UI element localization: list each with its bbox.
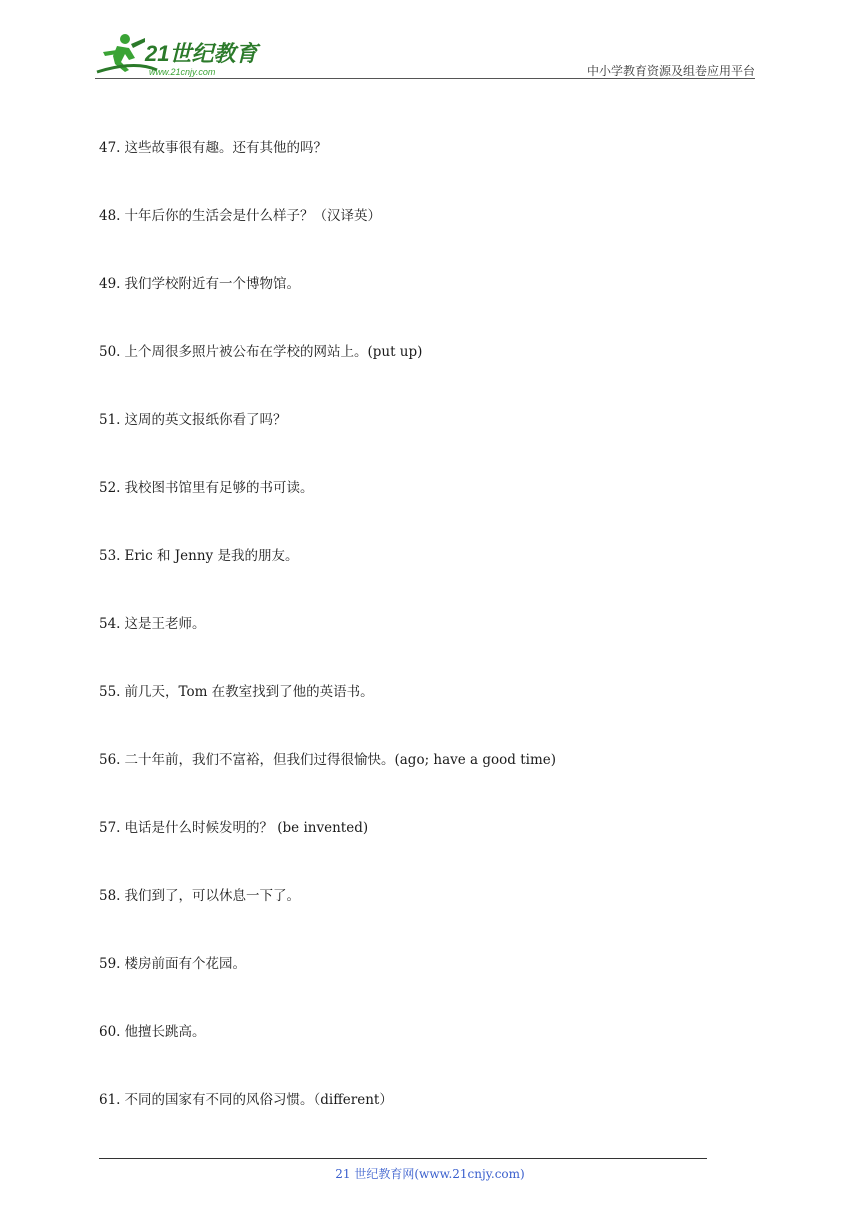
question-number: 51. <box>99 412 121 428</box>
question-number: 59. <box>99 956 121 972</box>
question-number: 53. <box>99 548 121 564</box>
page-header <box>95 30 755 80</box>
question-number: 60. <box>99 1024 121 1040</box>
platform-label: 中小学教育资源及组卷应用平台 <box>586 64 755 78</box>
question-text: 不同的国家有不同的风俗习惯。（different） <box>124 1092 393 1108</box>
question-number: 58. <box>99 888 121 904</box>
question-text: 十年后你的生活会是什么样子？（汉译英） <box>124 208 381 224</box>
question-55 <box>99 682 739 750</box>
question-number: 47. <box>99 140 121 156</box>
question-number: 61. <box>99 1092 121 1108</box>
question-text: 他擅长跳高。 <box>124 1024 206 1040</box>
question-57 <box>99 818 739 886</box>
question-number: 56. <box>99 752 121 768</box>
question-list <box>99 138 739 1158</box>
logo-url: www.21cnjy.com <box>149 67 216 77</box>
question-49 <box>99 274 739 342</box>
question-56 <box>99 750 739 818</box>
question-text: 二十年前，我们不富裕，但我们过得很愉快。(ago; have a good time) <box>124 752 557 768</box>
question-text: 上个周很多照片被公布在学校的网站上。(put up) <box>124 344 423 360</box>
question-text: 我们学校附近有一个博物馆。 <box>124 276 300 292</box>
question-text: 这些故事很有趣。还有其他的吗？ <box>124 140 327 156</box>
question-text: 前几天，Tom 在教室找到了他的英语书。 <box>124 684 374 700</box>
question-53 <box>99 546 739 614</box>
question-48 <box>99 206 739 274</box>
question-number: 55. <box>99 684 121 700</box>
question-text: Eric 和 Jenny 是我的朋友。 <box>124 548 299 564</box>
question-50 <box>99 342 739 410</box>
question-number: 57. <box>99 820 121 836</box>
question-text: 我校图书馆里有足够的书可读。 <box>124 480 314 496</box>
logo-text: 21世纪教育 <box>145 41 258 66</box>
footer-link[interactable]: 21 世纪教育网(www.21cnjy.com) <box>335 1167 525 1181</box>
question-51 <box>99 410 739 478</box>
question-text: 这周的英文报纸你看了吗？ <box>124 412 287 428</box>
header-divider <box>95 78 755 79</box>
question-61 <box>99 1090 739 1158</box>
question-number: 52. <box>99 480 121 496</box>
question-text: 我们到了，可以休息一下了。 <box>124 888 300 904</box>
question-number: 49. <box>99 276 121 292</box>
question-47 <box>99 138 739 206</box>
question-text: 楼房前面有个花园。 <box>124 956 246 972</box>
question-number: 48. <box>99 208 121 224</box>
question-number: 50. <box>99 344 121 360</box>
logo-21cnjy <box>95 30 265 78</box>
question-text: 电话是什么时候发明的？ (be invented) <box>124 820 369 836</box>
question-number: 54. <box>99 616 121 632</box>
question-59 <box>99 954 739 1022</box>
question-54 <box>99 614 739 682</box>
question-60 <box>99 1022 739 1090</box>
question-58 <box>99 886 739 954</box>
question-52 <box>99 478 739 546</box>
question-text: 这是王老师。 <box>124 616 206 632</box>
footer-divider <box>99 1158 707 1159</box>
